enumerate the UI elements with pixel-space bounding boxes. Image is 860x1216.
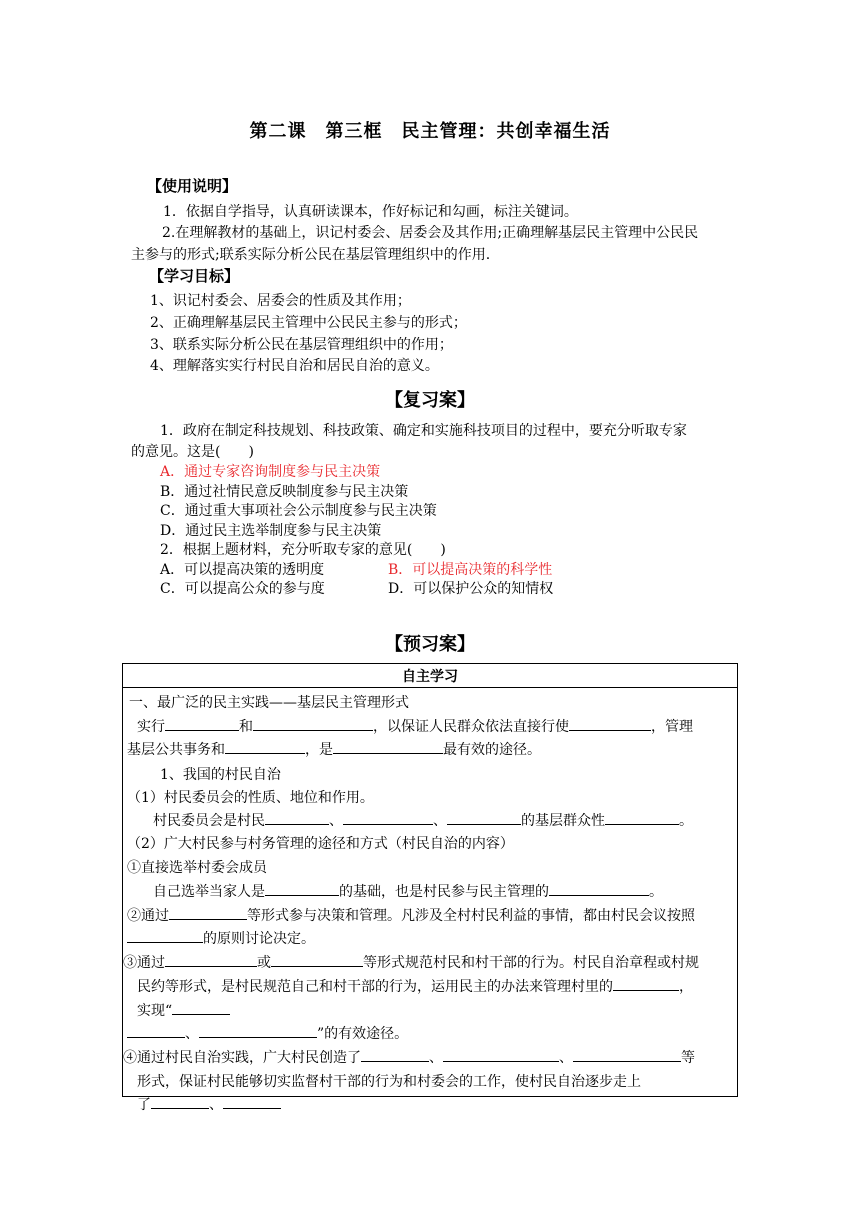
goal-item-4: 4、理解落实实行村民自治和居民自治的意义。	[150, 358, 439, 374]
review-heading: 【复习案】	[385, 390, 475, 411]
page-title: 第二课 第三框 民主管理：共创幸福生活	[249, 121, 611, 142]
usage-line-1: 1．依据自学指导，认真研读课本，作好标记和勾画，标注关键词。	[163, 204, 578, 220]
line-10: ②通过 等形式参与决策和管理。凡涉及全村村民利益的事情，都由村民会议按照	[127, 908, 695, 924]
preview-heading: 【预习案】	[385, 634, 475, 655]
line-11: 的原则讨论决定。	[127, 928, 315, 948]
line-12: ③通过 或 等形式规范村民和村干部的行为。村民自治章程或村规	[123, 955, 699, 971]
q1-stem-a: 1．政府在制定科技规划、科技政策、确定和实施科技项目的过程中，要充分听取专家	[160, 423, 687, 439]
line-17: 形式，保证村民能够切实监督村干部的行为和村委会的工作，使村民自治逐步走上	[137, 1074, 641, 1090]
q1-option-d: D．通过民主选举制度参与民主决策	[160, 523, 382, 539]
q2-option-a: A．可以提高决策的透明度	[160, 562, 325, 578]
q1-option-a: A．通过专家咨询制度参与民主决策	[160, 464, 381, 480]
line-18: 了 、	[137, 1094, 281, 1114]
q1-stem-b: 的意见。这是( )	[131, 444, 254, 460]
item-2-title: （2）广大村民参与村务管理的途径和方式（村民自治的内容）	[127, 836, 514, 852]
line-6: 村民委员会是村民 、 、 的基层群众性 。	[153, 813, 693, 829]
q1-option-b: B．通过社情民意反映制度参与民主决策	[160, 484, 409, 500]
goal-item-2: 2、正确理解基层民主管理中公民民主参与的形式；	[150, 315, 467, 331]
line-15: 、 ”的有效途径。	[127, 1023, 408, 1043]
q2-option-b: B．可以提高决策的科学性	[388, 562, 553, 578]
usage-line-2a: 2.在理解教材的基础上，识记村委会、居委会及其作用;正确理解基层民主管理中公民民	[162, 225, 699, 241]
goals-heading: 【学习目标】	[149, 267, 240, 285]
q2-option-c: C．可以提高公众的参与度	[160, 581, 325, 597]
point-1-title: ①直接选举村委会成员	[127, 860, 267, 876]
self-study-content	[123, 688, 737, 1113]
goal-item-3: 3、联系实际分析公民在基层管理组织中的作用；	[150, 337, 453, 353]
line-13: 民约等形式，是村民规范自己和村干部的行为，运用民主的办法来管理村里的 ，	[137, 979, 693, 995]
q2-option-d: D．可以保护公众的知情权	[388, 581, 554, 597]
usage-line-2b: 主参与的形式;联系实际分析公民在基层管理组织中的作用.	[131, 247, 491, 263]
self-study-box	[122, 663, 738, 1113]
self-study-header: 自主学习	[123, 664, 738, 688]
q2-stem: 2．根据上题材料，充分听取专家的意见( )	[160, 542, 446, 558]
line-14: 实现“	[137, 1000, 230, 1020]
q1-option-c: C．通过重大事项社会公示制度参与民主决策	[160, 503, 437, 519]
line-16: ④通过村民自治实践，广大村民创造了 、 、 等	[123, 1050, 695, 1066]
section-1-title: 一、最广泛的民主实践——基层民主管理形式	[129, 695, 409, 711]
line-3: 基层公共事务和 ，是 最有效的途径。	[127, 742, 541, 758]
line-2: 实行 和 ，以保证人民群众依法直接行使 ，管理	[137, 719, 693, 735]
item-1-title: （1）村民委员会的性质、地位和作用。	[127, 790, 374, 806]
usage-heading: 【使用说明】	[147, 177, 238, 195]
goal-item-1: 1、识记村委会、居委会的性质及其作用；	[150, 293, 411, 309]
subsection-1: 1、我国的村民自治	[160, 767, 281, 783]
line-9: 自己选举当家人是 的基础，也是村民参与民主管理的 。	[153, 884, 663, 900]
